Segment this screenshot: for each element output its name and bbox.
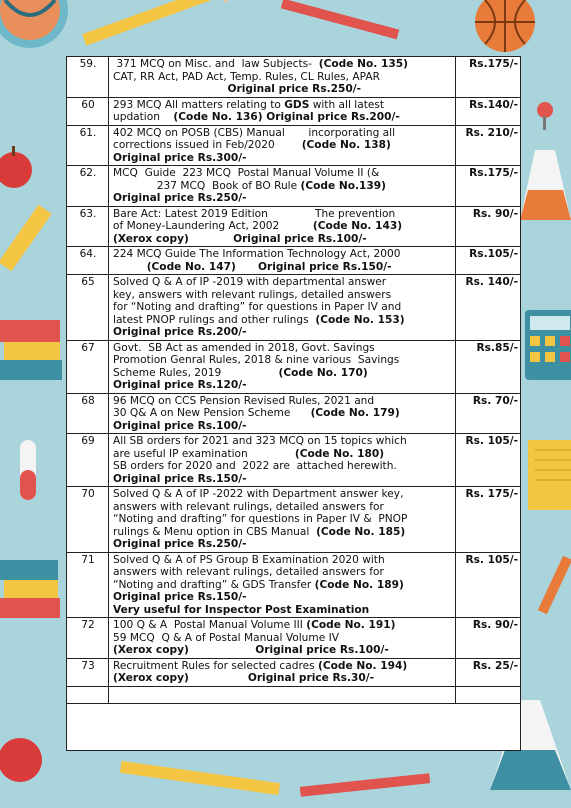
price-list-sheet: [66, 56, 521, 751]
text: 100 Q & A Postal Manual Volume III: [113, 619, 307, 631]
item-description: [109, 618, 456, 659]
text: [113, 83, 228, 95]
text: key, answers with relevant rulings, detailed answers: [113, 288, 392, 301]
text: MCQ Guide 223 MCQ Postal Manual Volume II (&: [113, 167, 380, 179]
item-description: [109, 57, 456, 97]
text: with all latest: [309, 98, 385, 111]
item-description: [109, 247, 456, 275]
item-price: Rs.175/-: [456, 57, 521, 97]
text: rulings & Menu option in CBS Manual: [113, 525, 317, 538]
bold-text: (Code No. 185): [316, 525, 406, 538]
table-row: [67, 393, 520, 434]
notebook-icon: [528, 440, 571, 510]
item-number: 59.: [67, 57, 109, 97]
table-row: [67, 434, 520, 487]
description-line: [113, 248, 452, 261]
text: All SB orders for 2021 and 323 MCQ on 15 topics which: [113, 435, 407, 447]
description-line: [113, 71, 452, 84]
text: Recruitment Rules for selected cadres: [113, 659, 318, 672]
text: 96 MCQ on CCS Pension Revised Rules, 2021 and: [113, 394, 375, 407]
apple-icon: [0, 738, 42, 782]
item-number: 60: [67, 97, 109, 125]
description-line: [113, 139, 452, 152]
description-line: [113, 513, 452, 526]
description-line: [113, 192, 452, 205]
description-line: [113, 632, 452, 645]
description-line: [113, 314, 452, 327]
bold-text: Original price Rs.250/-: [113, 192, 247, 204]
bold-text: (Code No. 179): [310, 407, 400, 419]
item-price: Rs. 70/-: [456, 393, 521, 434]
text: for “Noting and drafting” for questions in Paper IV and: [113, 301, 402, 313]
text: 59 MCQ Q & A of Postal Manual Volume IV: [113, 631, 339, 644]
empty-cell: [67, 686, 109, 703]
item-price: Rs.85/-: [456, 340, 521, 393]
description-line: [113, 379, 452, 392]
bold-text: (Code No. 180): [294, 447, 385, 460]
bold-text: (Code No. 143): [312, 220, 403, 232]
description-line: [113, 435, 452, 448]
item-price: Rs. 105/-: [456, 434, 521, 487]
table-row: [67, 658, 520, 686]
bold-text: (Xerox copy) Original price Rs.100/-: [113, 644, 389, 656]
description-line: [113, 152, 452, 165]
item-description: [109, 206, 456, 247]
description-line: [113, 501, 452, 514]
description-line: [113, 526, 452, 539]
bold-text: (Code No. 153): [315, 313, 405, 326]
description-line: [113, 367, 452, 380]
book-icon: [0, 320, 62, 380]
description-line: [113, 579, 452, 592]
description-line: [113, 644, 452, 657]
bold-text: (Code No. 136) Original price Rs.200/-: [173, 111, 400, 123]
description-line: [113, 448, 452, 461]
text: 402 MCQ on POSB (CBS) Manual incorporating all: [113, 126, 396, 139]
book-stack-icon: [0, 560, 60, 618]
item-number: 64.: [67, 247, 109, 275]
text: SB orders for 2020 and 2022 are attached herewith.: [113, 460, 397, 472]
description-line: [113, 180, 452, 193]
description-line: [113, 488, 452, 501]
item-price: Rs. 210/-: [456, 125, 521, 166]
empty-cell: [109, 686, 456, 703]
item-description: [109, 552, 456, 618]
text: updation: [113, 111, 174, 123]
item-number: 68: [67, 393, 109, 434]
description-line: [113, 83, 452, 96]
bold-text: (Code No. 194): [318, 659, 408, 672]
item-price: Rs.175/-: [456, 166, 521, 207]
item-number: 72: [67, 618, 109, 659]
description-line: [113, 407, 452, 420]
item-price: Rs. 90/-: [456, 618, 521, 659]
item-price: Rs. 140/-: [456, 275, 521, 341]
calculator-icon: [525, 310, 571, 380]
text: 371 MCQ on Misc. and law Subjects-: [113, 58, 319, 70]
description-line: [113, 554, 452, 567]
item-number: 63.: [67, 206, 109, 247]
table-row: [67, 57, 520, 97]
description-line: [113, 354, 452, 367]
description-line: [113, 276, 452, 289]
item-description: [109, 393, 456, 434]
text: Govt. SB Act as amended in 2018, Govt. Savings: [113, 341, 375, 354]
description-line: [113, 591, 452, 604]
table-row: [67, 275, 520, 341]
description-line: [113, 220, 452, 233]
bold-text: Original price Rs.120/-: [113, 379, 247, 391]
description-line: [113, 538, 452, 551]
description-line: [113, 233, 452, 246]
item-price: Rs. 105/-: [456, 552, 521, 618]
description-line: [113, 420, 452, 433]
text: “Noting and drafting” for questions in Paper IV & PNOP: [113, 513, 408, 525]
text: 224 MCQ Guide The Information Technology Act, 2000: [113, 248, 401, 260]
bold-text: Original price Rs.300/-: [113, 151, 247, 164]
text: answers with relevant rulings, detailed answers for: [113, 566, 384, 578]
bold-text: (Code No. 135): [318, 58, 408, 70]
publication-price-table: [67, 57, 520, 704]
item-price: Rs.140/-: [456, 97, 521, 125]
description-line: [113, 99, 452, 112]
description-line: [113, 111, 452, 124]
description-line: [113, 460, 452, 473]
bold-text: GDS: [284, 98, 310, 111]
table-row: [67, 618, 520, 659]
empty-cell: [456, 686, 521, 703]
description-line: [113, 342, 452, 355]
description-line: [113, 208, 452, 221]
item-description: [109, 340, 456, 393]
text: 237 MCQ Book of BO Rule: [113, 179, 301, 192]
item-price: Rs.105/-: [456, 247, 521, 275]
bold-text: Original price Rs.150/-: [113, 472, 247, 485]
table-row: [67, 247, 520, 275]
table-row: [67, 166, 520, 207]
table-row: [67, 487, 520, 553]
empty-row: [67, 686, 520, 703]
text: of Money-Laundering Act, 2002: [113, 220, 313, 232]
text: answers with relevant rulings, detailed answers for: [113, 500, 384, 513]
description-line: [113, 604, 452, 617]
bold-text: (Xerox copy) Original price Rs.100/-: [113, 232, 367, 245]
bold-text: (Code No. 170): [278, 366, 368, 379]
bold-text: (Xerox copy) Original price Rs.30/-: [113, 672, 375, 684]
description-line: [113, 58, 452, 71]
item-number: 62.: [67, 166, 109, 207]
item-price: Rs. 175/-: [456, 487, 521, 553]
item-description: [109, 97, 456, 125]
description-line: [113, 301, 452, 314]
text: Solved Q & A of IP -2022 with Department answer key,: [113, 488, 404, 500]
item-description: [109, 125, 456, 166]
text: Solved Q & A of PS Group B Examination 2020 with: [113, 553, 385, 566]
item-number: 70: [67, 487, 109, 553]
bold-text: Original price Rs.100/-: [113, 419, 247, 432]
item-description: [109, 487, 456, 553]
text: 30 Q& A on New Pension Scheme: [113, 407, 311, 419]
description-line: [113, 672, 452, 685]
item-number: 73: [67, 658, 109, 686]
text: corrections issued in Feb/2020: [113, 139, 302, 151]
item-number: 71: [67, 552, 109, 618]
item-description: [109, 434, 456, 487]
bold-text: (Code No. 189): [314, 578, 404, 591]
description-line: [113, 660, 452, 673]
item-description: [109, 658, 456, 686]
item-number: 65: [67, 275, 109, 341]
table-row: [67, 125, 520, 166]
table-row: [67, 552, 520, 618]
bold-text: Original price Rs.250/-: [113, 538, 247, 550]
bold-text: Original price Rs.200/-: [113, 326, 247, 338]
text: Solved Q & A of IP -2019 with departmental answer: [113, 276, 387, 288]
description-line: [113, 326, 452, 339]
table-row: [67, 340, 520, 393]
description-line: [113, 289, 452, 302]
text: “Noting and drafting” & GDS Transfer: [113, 578, 315, 591]
text: Scheme Rules, 2019: [113, 366, 279, 379]
table-row: [67, 97, 520, 125]
text: 293 MCQ All matters relating to: [113, 98, 285, 111]
bold-text: Original price Rs.250/-: [227, 83, 362, 95]
bold-text: (Code No.139): [300, 179, 386, 192]
item-description: [109, 166, 456, 207]
item-description: [109, 275, 456, 341]
bold-text: (Code No. 191): [306, 619, 396, 631]
item-number: 61.: [67, 125, 109, 166]
test-tube-icon: [20, 440, 36, 500]
text: [113, 261, 147, 273]
item-price: Rs. 90/-: [456, 206, 521, 247]
bold-text: Original price Rs.150/-: [113, 591, 247, 603]
bold-text: (Code No. 147) Original price Rs.150/-: [146, 260, 392, 273]
description-line: [113, 473, 452, 486]
bold-text: (Code No. 138): [301, 139, 391, 151]
description-line: [113, 395, 452, 408]
description-line: [113, 619, 452, 632]
text: are useful IP examination: [113, 447, 295, 460]
item-number: 67: [67, 340, 109, 393]
description-line: [113, 261, 452, 274]
description-line: [113, 566, 452, 579]
description-line: [113, 127, 452, 140]
table-row: [67, 206, 520, 247]
item-number: 69: [67, 434, 109, 487]
text: Bare Act: Latest 2019 Edition The prevention: [113, 207, 396, 220]
text: Promotion Genral Rules, 2018 & nine various Savings: [113, 354, 400, 366]
item-price: Rs. 25/-: [456, 658, 521, 686]
description-line: [113, 167, 452, 180]
text: CAT, RR Act, PAD Act, Temp. Rules, CL Rules, APAR: [113, 70, 380, 83]
text: latest PNOP rulings and other rulings: [113, 313, 316, 326]
bold-text: Very useful for Inspector Post Examination: [113, 603, 370, 616]
